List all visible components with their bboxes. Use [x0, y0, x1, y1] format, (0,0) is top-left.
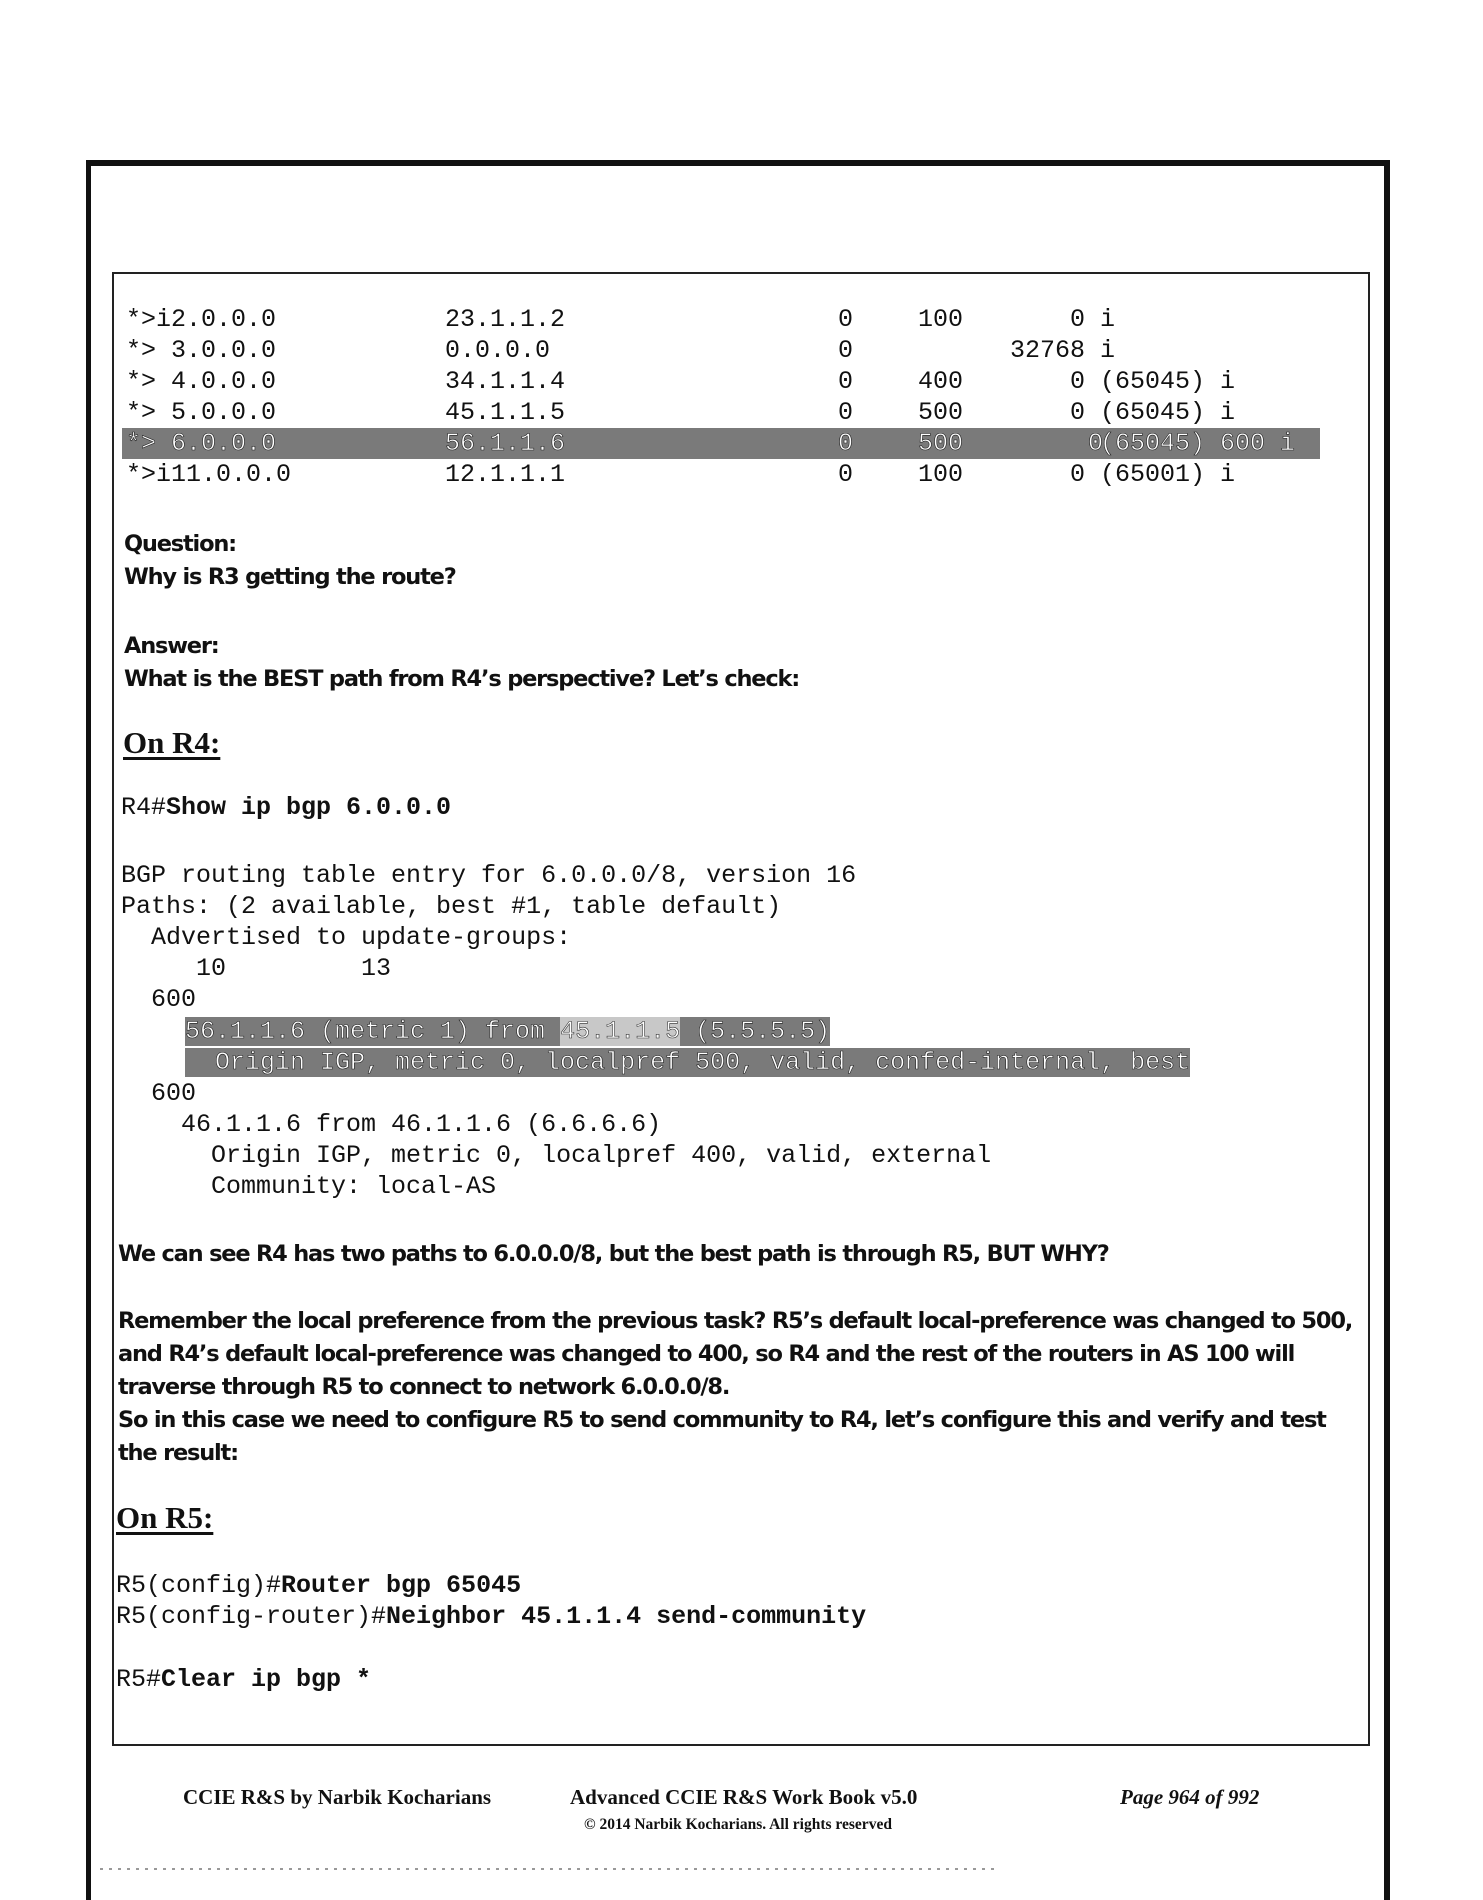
- route-status-network: [126, 397, 276, 428]
- r4-command-line: [121, 792, 451, 823]
- bgp-output-line-1: BGP routing table entry for 6.0.0.0/8, version 16: [121, 861, 857, 890]
- path2-line-3: Community: local-AS: [121, 1172, 497, 1201]
- footer-author: CCIE R&S by Narbik Kocharians: [183, 1785, 492, 1809]
- route-status: *>: [126, 429, 172, 458]
- bgp-table-row: [122, 335, 1302, 366]
- route-path: (65045) i: [1100, 398, 1236, 427]
- route-path: i: [1100, 336, 1116, 365]
- bgp-output-line-4: 10 13: [121, 954, 392, 983]
- r5-command-1: [116, 1570, 521, 1601]
- bgp-output-line-3: Advertised to update-groups:: [121, 923, 572, 952]
- footer-page-number: Page 964 of 992: [1120, 1785, 1260, 1809]
- explanation-p1: We can see R4 has two paths to 6.0.0.0/8, but the best path is through R5, BUT WHY?: [118, 1241, 1109, 1267]
- question-text: Why is R3 getting the route?: [124, 564, 456, 590]
- route-weight: 0: [1069, 305, 1085, 334]
- route-next-hop: 56.1.1.6: [445, 429, 566, 458]
- path1-nexthop-highlight: 56.1.1.6 (metric 1) from: [185, 1017, 561, 1046]
- section-heading-r4: On R4:: [123, 725, 221, 760]
- explanation-p2-line2: and R4’s default local-preference was changed to 400, so R4 and the rest of the routers in AS 100 will: [118, 1341, 1295, 1367]
- route-path: (65001) i: [1100, 460, 1236, 489]
- route-network: 2.0.0.0: [171, 305, 277, 334]
- route-status-network: [126, 366, 276, 397]
- route-metric: 0: [838, 429, 854, 458]
- path2-line-1: 46.1.1.6 from 46.1.1.6 (6.6.6.6): [121, 1110, 662, 1139]
- bgp-table-row: [122, 459, 1302, 490]
- route-path: (65045) i: [1100, 367, 1236, 396]
- route-locprf: 100: [918, 460, 964, 489]
- route-locprf: 500: [918, 398, 964, 427]
- route-status-network: [126, 304, 276, 335]
- route-status-network: [126, 335, 276, 366]
- route-next-hop: 0.0.0.0: [445, 336, 551, 365]
- explanation-p2-line3: traverse through R5 to connect to network 6.0.0.0/8.: [118, 1374, 730, 1400]
- r5-prompt-3: R5#: [116, 1665, 162, 1694]
- r5-cmd-3: Clear ip bgp *: [161, 1665, 372, 1694]
- route-weight: 0: [1087, 429, 1103, 458]
- route-metric: 0: [838, 398, 854, 427]
- explanation-p3-line2: the result:: [118, 1440, 238, 1466]
- path1-from-highlight: 45.1.1.5: [560, 1017, 681, 1046]
- route-network: 4.0.0.0: [171, 367, 277, 396]
- path1-router-id-highlight: (5.5.5.5): [680, 1017, 831, 1046]
- path1-as-path: 600: [121, 985, 197, 1014]
- route-status-network: [126, 459, 291, 490]
- bgp-table-row: [122, 366, 1302, 397]
- route-metric: 0: [838, 367, 854, 396]
- path2-line-2: Origin IGP, metric 0, localpref 400, valid, external: [121, 1141, 992, 1170]
- bgp-table-row-highlighted: [122, 428, 1320, 459]
- footer-copyright: © 2014 Narbik Kocharians. All rights reserved: [584, 1816, 892, 1833]
- route-next-hop: 12.1.1.1: [445, 460, 566, 489]
- section-heading-r5: On R5:: [116, 1500, 214, 1535]
- route-network: 6.0.0.0: [171, 429, 277, 458]
- explanation-p3-line1: So in this case we need to configure R5 to send community to R4, let’s configure this and verify and test: [118, 1407, 1326, 1433]
- route-locprf: 400: [918, 367, 964, 396]
- route-metric: 0: [838, 336, 854, 365]
- route-status-network: [126, 428, 276, 459]
- route-weight: 0: [1069, 367, 1085, 396]
- route-next-hop: 23.1.1.2: [445, 305, 566, 334]
- r5-command-3: [116, 1664, 371, 1695]
- route-network: 5.0.0.0: [171, 398, 277, 427]
- route-metric: 0: [838, 305, 854, 334]
- route-status: *>i: [126, 305, 172, 334]
- answer-label: Answer:: [124, 633, 219, 659]
- path1-line-1: [185, 1016, 830, 1047]
- r5-command-2: [116, 1601, 866, 1632]
- bgp-table-row: [122, 304, 1302, 335]
- route-locprf: 500: [918, 429, 964, 458]
- route-path: (65045) 600 i: [1100, 429, 1296, 458]
- route-status: *>: [126, 398, 172, 427]
- path1-attributes-highlight: Origin IGP, metric 0, localpref 500, valid, confed-internal, best: [185, 1048, 1190, 1077]
- r5-cmd-1: Router bgp 65045: [281, 1571, 522, 1600]
- bgp-output-line-2: Paths: (2 available, best #1, table default): [121, 892, 782, 921]
- route-network: 11.0.0.0: [171, 460, 292, 489]
- route-network: 3.0.0.0: [171, 336, 277, 365]
- r5-prompt-2: R5(config-router)#: [116, 1602, 387, 1631]
- route-locprf: 100: [918, 305, 964, 334]
- bgp-table-row: [122, 397, 1302, 428]
- r5-cmd-2: Neighbor 45.1.1.4 send-community: [386, 1602, 867, 1631]
- r5-prompt-1: R5(config)#: [116, 1571, 282, 1600]
- scan-artifact: [100, 1868, 1000, 1870]
- route-status: *>i: [126, 460, 172, 489]
- route-weight: 0: [1069, 460, 1085, 489]
- route-next-hop: 45.1.1.5: [445, 398, 566, 427]
- explanation-p2-line1: Remember the local preference from the previous task? R5’s default local-preference was changed to 500,: [118, 1308, 1353, 1334]
- path1-line-2: [185, 1047, 1190, 1078]
- route-next-hop: 34.1.1.4: [445, 367, 566, 396]
- route-path: i: [1100, 305, 1116, 334]
- route-weight: 32768: [1009, 336, 1085, 365]
- answer-text: What is the BEST path from R4’s perspective? Let’s check:: [124, 666, 800, 692]
- route-status: *>: [126, 367, 172, 396]
- content-box: [112, 272, 1370, 1746]
- route-metric: 0: [838, 460, 854, 489]
- question-label: Question:: [124, 531, 236, 557]
- route-status: *>: [126, 336, 172, 365]
- path2-as-path: 600: [121, 1079, 197, 1108]
- r4-command: Show ip bgp 6.0.0.0: [166, 793, 452, 822]
- route-weight: 0: [1069, 398, 1085, 427]
- r4-prompt: R4#: [121, 793, 167, 822]
- footer-book-title: Advanced CCIE R&S Work Book v5.0: [570, 1785, 918, 1809]
